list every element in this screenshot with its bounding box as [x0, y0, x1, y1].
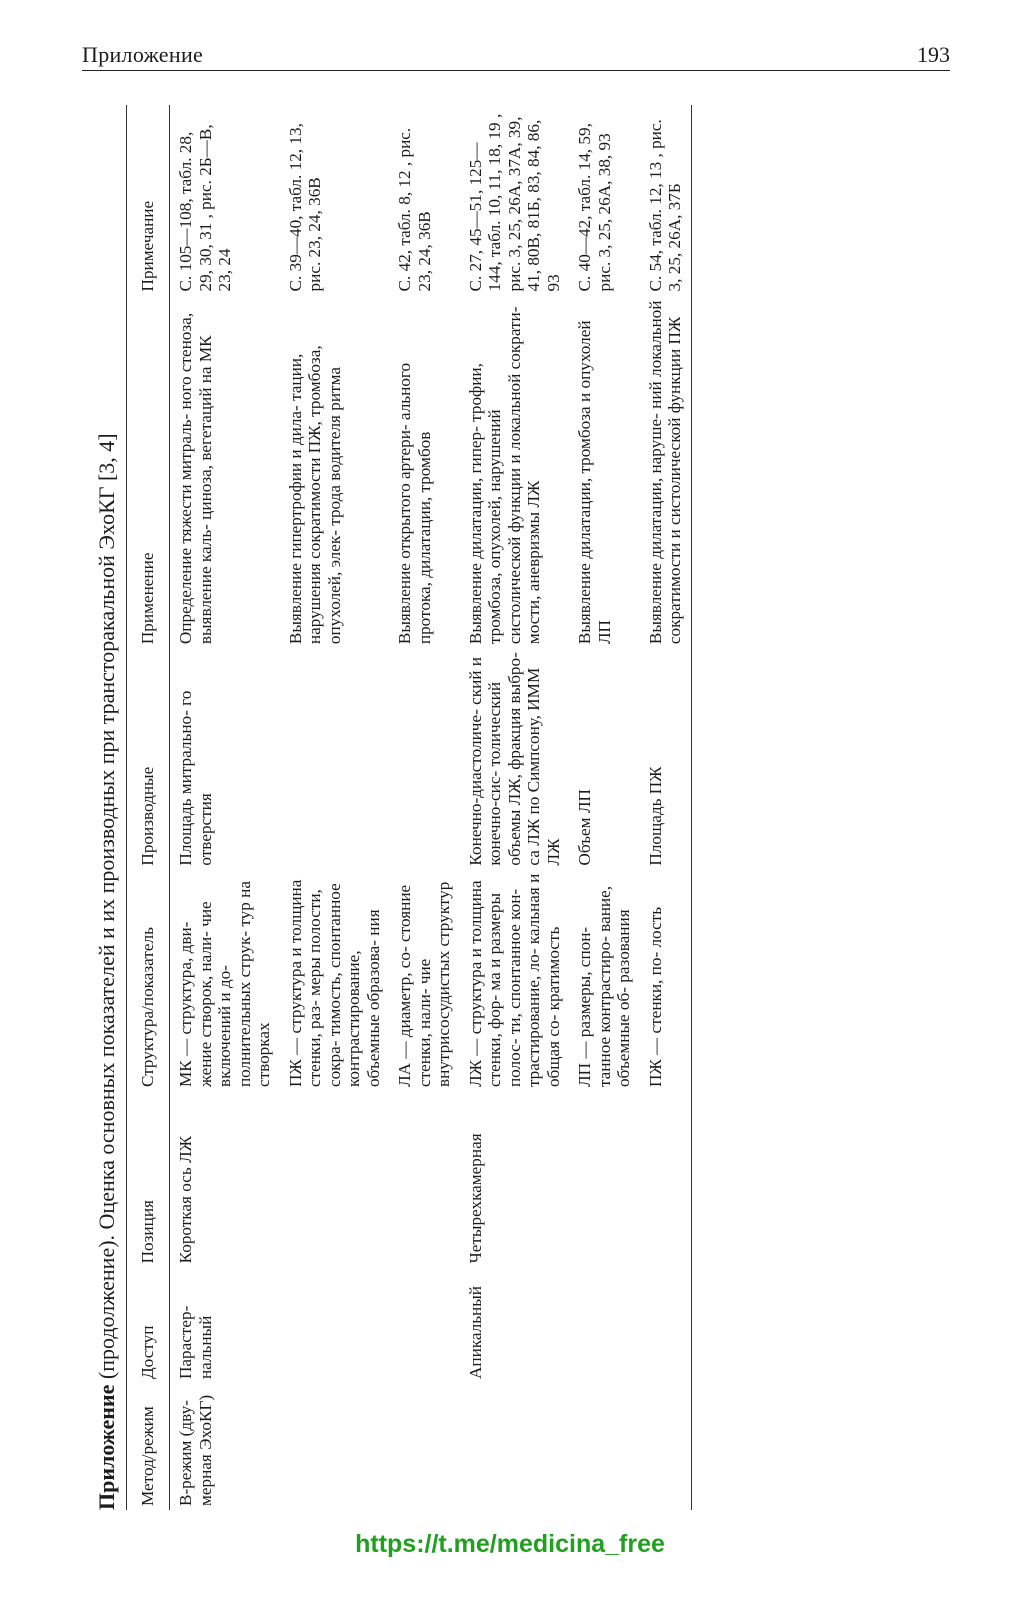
cell-position [569, 1091, 640, 1267]
cell-access [389, 1267, 460, 1383]
column-header-method: Метод/режим [127, 1383, 170, 1510]
column-header-access: Доступ [127, 1267, 170, 1383]
cell-method [460, 1383, 570, 1510]
cell-derived [280, 648, 390, 869]
cell-access: Парастер- нальный [176, 1305, 215, 1380]
cell-method: B-режим (дву- мерная ЭхоКГ) [176, 1394, 215, 1506]
cell-position: Короткая ось ЛЖ [176, 1135, 195, 1264]
cell-structure: МК — структура, дви- жение створок, нали- чие включений и до- полнительных струк- тур на створках [176, 881, 273, 1088]
cell-structure: ПЖ — стенки, по- лость [640, 870, 692, 1091]
column-header-position: Позиция [127, 1091, 170, 1267]
cell-derived: Площадь ПЖ [640, 648, 692, 869]
cell-derived: Объем ЛП [575, 789, 594, 866]
column-header-derived: Производные [127, 648, 170, 869]
cell-structure: ПЖ — структура и толщина стенки, раз- меры полости, сокра- тимость, спонтанное контрастирование, объемные образова- ния [285, 879, 383, 1088]
cell-access [280, 1267, 390, 1383]
cell-structure: ЛА — диаметр, со- стояние стенки, нали- чие внутрисосудистых структур [395, 881, 453, 1088]
cell-position: Четырехкамерная [465, 1133, 485, 1264]
table-row [280, 105, 390, 1510]
cell-position [280, 1091, 390, 1267]
page-number: 193 [917, 42, 950, 67]
table-row [170, 105, 280, 1510]
echo-table [126, 105, 692, 1510]
table-caption [90, 105, 124, 1510]
table-row [640, 105, 692, 1510]
cell-derived: Площадь митрально- го отверстия [176, 690, 215, 866]
column-header-application: Применение [127, 295, 170, 648]
cell-application: Выявление гипертрофии и дила- тации, нарушения сократимости ПЖ, тромбоза, опухолей, элек- трода водителя ритма [285, 345, 344, 645]
footer-link[interactable]: https://t.me/medicina_free [355, 1530, 665, 1558]
cell-structure: ЛЖ — структура и толщина стенки, фор- ма и размеры полос- ти, спонтанное кон- трастирование, ло- кальная и общая со- кратимость [465, 873, 563, 1088]
cell-note: С. 105—108, табл. 28, 29, 30, 31 , рис. 2Б—В, 23, 24 [176, 124, 234, 292]
cell-method [569, 1383, 640, 1510]
cell-application: Выявление дилатации, наруше- ний локальной сократимости и систолической функции ПЖ [640, 295, 692, 648]
cell-method [280, 1383, 390, 1510]
caption-text: (продолжение). Оценка основных показателей и их производных при трансторакальной ЭхоКГ [3, 4] [94, 433, 119, 1385]
column-header-note: Примечание [127, 105, 170, 295]
caption-bold: Приложение [94, 1384, 119, 1510]
cell-application: Выявление открытого артери- ального протока, дилатации, тромбов [395, 362, 434, 645]
cell-derived [389, 648, 460, 869]
cell-note: С. 40—42, табл. 14, 59, рис. 3, 25, 26А, 38, 93 [575, 123, 614, 292]
cell-structure: ЛП — размеры, спон- танное контрастиро- вание, объемные об- разования [575, 885, 633, 1088]
cell-application: Выявление дилатации, тромбоза и опухолей ЛП [575, 320, 614, 645]
table-row [389, 105, 460, 1510]
cell-access [640, 1267, 692, 1383]
table-header-row [127, 105, 170, 1510]
table-row [460, 105, 570, 1510]
cell-access [569, 1267, 640, 1383]
running-head [82, 40, 950, 71]
cell-note: С. 42, табл. 8, 12 , рис. 23, 24, 36В [395, 127, 434, 292]
rotated-table-region [90, 105, 952, 1510]
cell-access: Апикальный [465, 1286, 485, 1380]
cell-note: С. 27, 45—51, 125— 144, табл. 10, 11, 18, 19 , рис. 3, 25, 26А, 37А, 39, 41, 80В, 81Б, 83, 84, 86, 93 [465, 113, 563, 292]
cell-method [640, 1383, 692, 1510]
cell-position [389, 1091, 460, 1267]
cell-derived: Конечно-диастоличе- ский и конечно-сис- толический объемы ЛЖ, фракция выбро- са ЛЖ по Симпсону, ИММ ЛЖ [465, 652, 563, 866]
cell-application: Определение тяжести митраль- ного стеноза, выявление каль- циноза, вегетаций на МК [176, 312, 215, 645]
cell-note: С. 39—40, табл. 12, 13, рис. 23, 24, 36В [285, 123, 324, 292]
cell-application: Выявление дилатации, гипер- трофии, тромбоза, опухолей, нарушений систолической функции и локальной сократи- мости, аневризмы ЛЖ [465, 306, 543, 645]
table-row [569, 105, 640, 1510]
column-header-structure: Структура/показатель [127, 870, 170, 1091]
cell-method [389, 1383, 460, 1510]
cell-note: С. 54, табл. 12, 13 , рис. 3, 25, 26А, 37Б [640, 105, 692, 295]
cell-position [640, 1091, 692, 1267]
running-title: Приложение [82, 42, 204, 67]
